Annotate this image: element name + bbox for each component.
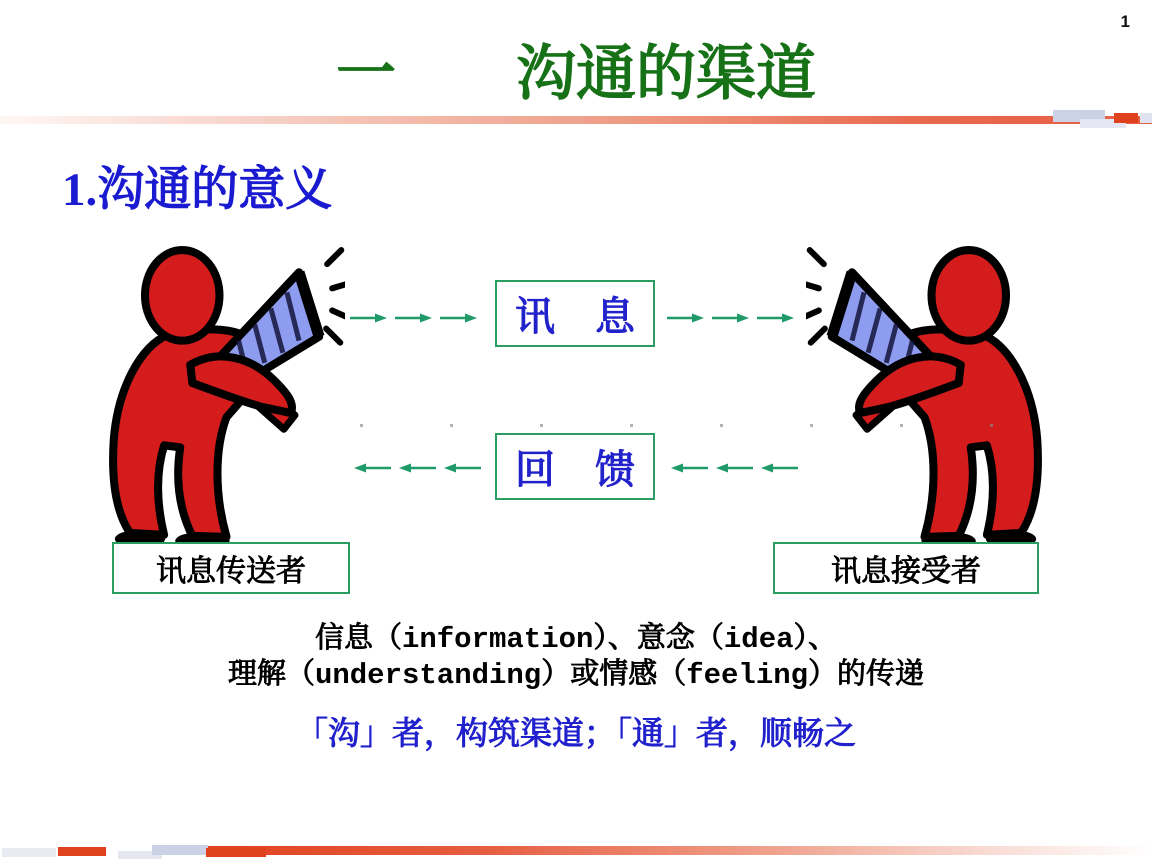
bottom-divider (195, 846, 1152, 855)
dashed-arrows-left-icon (665, 459, 800, 477)
slide-title: 一 沟通的渠道 (336, 41, 816, 107)
dashed-arrows-right-icon (665, 309, 800, 327)
definition-line-1: 信息（information）、意念（idea）、 (314, 623, 838, 656)
feedback-box (495, 433, 655, 500)
top-right-accent-block (1114, 113, 1138, 123)
megaphone-person-right-icon (806, 238, 1051, 550)
bottom-left-accent-block (2, 848, 56, 857)
bottom-left-accent-block (152, 845, 208, 855)
section-heading: 1.沟通的意义 (62, 164, 333, 216)
page-number: 1 (1120, 12, 1130, 31)
definition-text (0, 622, 1152, 694)
sender-label: 讯息传送者 (156, 555, 306, 588)
feedback-box-label: 回 馈 (515, 448, 635, 492)
top-right-accent-block (1140, 113, 1152, 123)
message-box (495, 280, 655, 347)
receiver-label: 讯息接受者 (831, 555, 981, 588)
tagline-text: 「沟」者，构筑渠道；「通」者，顺畅之 (295, 715, 856, 751)
dashed-arrows-left-icon (348, 459, 483, 477)
message-box-label: 讯 息 (515, 295, 635, 339)
dashed-arrows-right-icon (348, 309, 483, 327)
bottom-left-accent-block (206, 848, 266, 857)
sender-label-box (112, 542, 350, 594)
megaphone-person-left-icon (100, 238, 345, 550)
title-underline (0, 116, 1152, 124)
faint-dotted-line (360, 424, 1080, 427)
bottom-left-accent-block (58, 847, 106, 856)
receiver-label-box (773, 542, 1039, 594)
definition-line-2: 理解（understanding）或情感（feeling）的传递 (227, 659, 925, 692)
